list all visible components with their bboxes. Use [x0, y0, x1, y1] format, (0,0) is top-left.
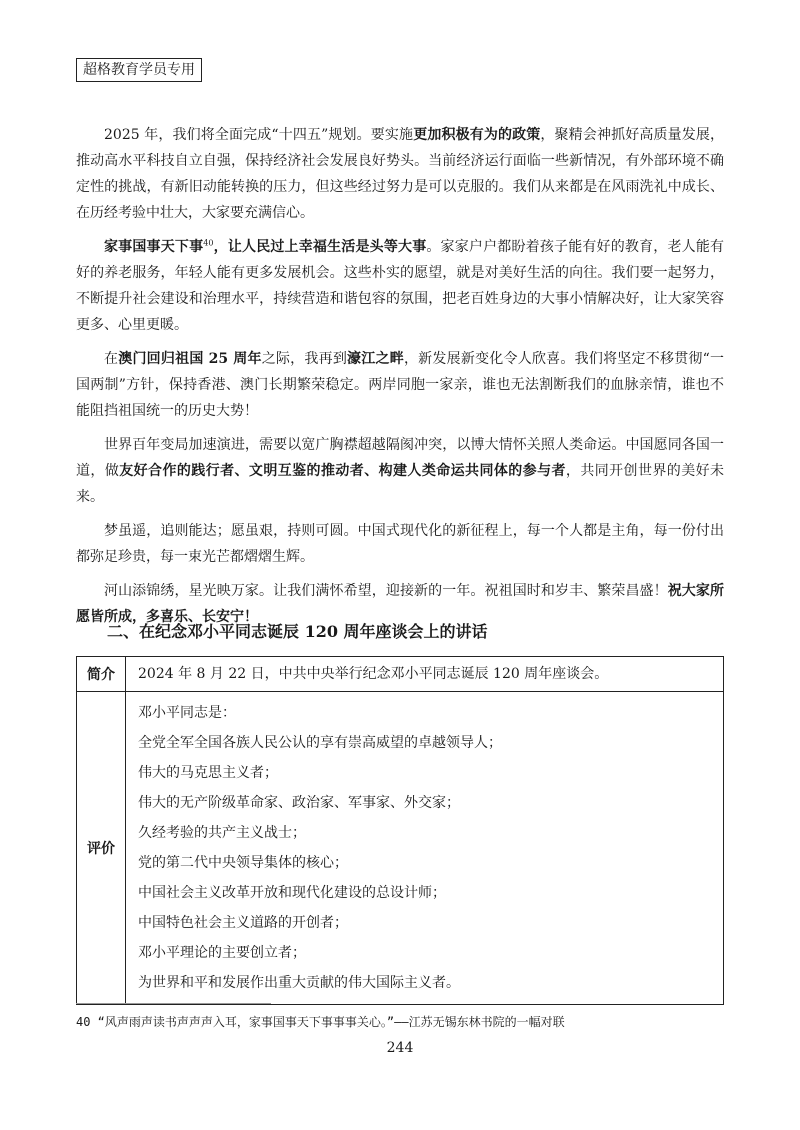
list-item: 邓小平理论的主要创立者；: [138, 945, 306, 961]
list-item: 为世界和平和发展作出重大贡献的伟大国际主义者。: [138, 975, 460, 991]
body-text: [76, 122, 724, 638]
emphasis-text: ，让人民过上幸福生活是头等大事: [213, 239, 427, 255]
paragraph: [76, 518, 724, 570]
emphasis-text: 更加积极有为的政策: [413, 127, 541, 143]
paragraph: [76, 432, 724, 510]
emphasis-text: 濠江之畔: [347, 351, 404, 367]
paragraph-text: 之际，我再到: [261, 351, 348, 367]
paragraph: [76, 122, 724, 226]
list-item: 全党全军全国各族人民公认的享有崇高威望的卓越领导人；: [138, 735, 502, 751]
list-item: 伟大的无产阶级革命家、政治家、军事家、外交家；: [138, 795, 460, 811]
eval-content: [126, 692, 724, 1005]
list-item: 中国社会主义改革开放和现代化建设的总设计师；: [138, 885, 446, 901]
footnote-divider: [76, 1003, 271, 1004]
paragraph-text: 河山添锦绣，星光映万家。让我们满怀希望，迎接新的一年。祝祖国时和岁丰、繁荣昌盛！: [104, 583, 668, 599]
paragraph-text: 在: [104, 351, 119, 367]
paragraph-text: ，共同开创世界的美好未来。: [76, 463, 725, 505]
page-number: 244: [386, 1040, 414, 1056]
list-item: 中国特色社会主义道路的开创者；: [138, 915, 348, 931]
paragraph-text: 2025 年，我们将全面完成“十四五”规划。要实施: [104, 127, 414, 143]
list-item: 党的第二代中央领导集体的核心；: [138, 855, 348, 871]
paragraph-text: ，聚精会神抓好高质量发展，推动高水平科技自立自强，保持经济社会发展良好势头。当前经济运行面临一些新情况，有外部环境不确定性的挑战，有新旧动能转换的压力，但这些经过努力是可以克服的。我们从来都是在风雨洗礼中成长、在历经考验中壮大，大家要充满信心。: [76, 127, 725, 221]
paragraph: [76, 234, 724, 338]
list-item: 伟大的马克思主义者；: [138, 765, 278, 781]
eval-label: 评价: [77, 692, 126, 1005]
section-heading: 二、在纪念邓小平同志诞辰 120 周年座谈会上的讲话: [107, 622, 488, 641]
emphasis-text: 祝大家所愿皆所成，多喜乐、长安宁！: [76, 583, 724, 625]
paragraph-text: 世界百年变局加速演进，需要以宽广胸襟超越隔阂冲突，以博大情怀关照人类命运。中国愿同各国一道，做: [76, 437, 724, 479]
paragraph-text: 梦虽遥，追则能达；愿虽艰，持则可圆。中国式现代化的新征程上，每一个人都是主角，每一份付出都弥足珍贵，每一束光芒都熠熠生辉。: [76, 523, 724, 565]
list-item: 久经考验的共产主义战士；: [138, 825, 306, 841]
intro-text: 2024 年 8 月 22 日，中共中央举行纪念邓小平同志诞辰 120 周年座谈会。: [126, 657, 724, 692]
eval-intro: 邓小平同志是：: [138, 705, 236, 721]
paragraph-text: ，新发展新变化令人欣喜。我们将坚定不移贯彻“一国两制”方针，保持香港、澳门长期繁荣稳定。两岸同胞一家亲，谁也无法割断我们的血脉亲情，谁也不能阻挡祖国统一的历史大势！: [76, 351, 725, 419]
header-label: 超格教育学员专用: [76, 58, 202, 82]
paragraph-text: 。家家户户都盼着孩子能有好的教育，老人能有好的养老服务，年轻人能有更多发展机会。这些朴实的愿望，就是对美好生活的向往。我们要一起努力，不断提升社会建设和治理水平，持续营造和谐包容的氛围，把老百姓身边的大事小情解决好，让大家笑容更多、心里更暖。: [76, 239, 725, 333]
info-table: [76, 656, 724, 1005]
emphasis-text: 澳门回归祖国 25 周年: [118, 351, 262, 367]
footnote-ref: 40: [203, 238, 214, 248]
table-row: [77, 657, 724, 692]
emphasis-text: 友好合作的践行者、文明互鉴的推动者、构建人类命运共同体的参与者: [119, 463, 566, 479]
table-row: [77, 692, 724, 1005]
eval-list: [138, 728, 711, 998]
paragraph: [76, 346, 724, 424]
footnote: 40 “风声雨声读书声声声入耳，家事国事天下事事事关心。”——江苏无锡东林书院的一幅对联: [76, 1015, 565, 1029]
emphasis-text: 家事国事天下事: [104, 239, 204, 255]
intro-label: 简介: [77, 657, 126, 692]
